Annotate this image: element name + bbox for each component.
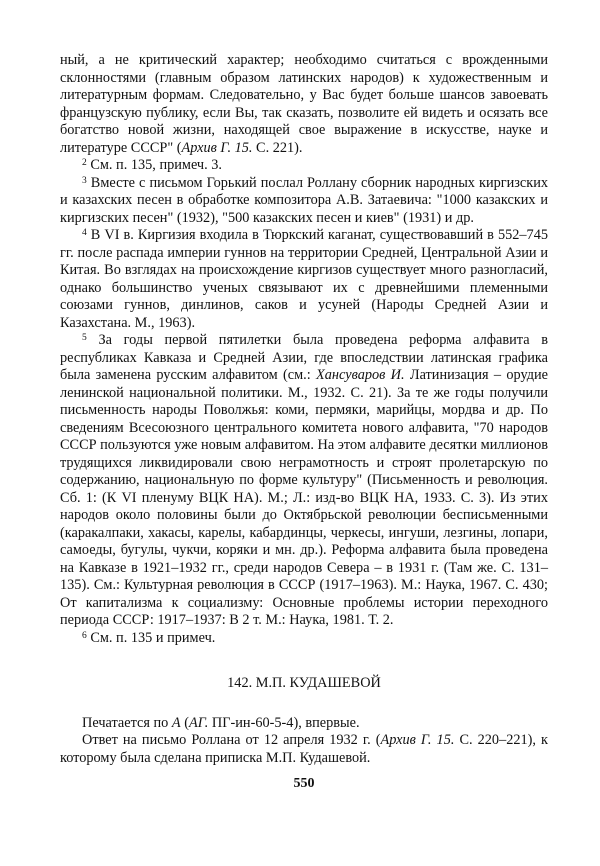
section-title: 142. М.П. КУДАШЕВОЙ (227, 675, 381, 691)
page-number: 550 (293, 776, 315, 791)
note-5: $^5$ За годы первой пятилетки была проведена реформа алфавита в республиках Кавказа и Средней Азии, где впоследствии латинская графика была заменена русским алфавитом (см.: Хансуваров И. Латинизация – орудие ленинской национальной политики. М., 1932. С. 21). За те же годы получили письменность народы Поволжья: коми, пермяки, марийцы, мордва и др. По сведениям Всесоюзного центрального комитета нового алфавита, "70 народов СССР пользуются уже новым алфавитом. На этом алфавите десятки миллионов трудящихся ликвидировали свою неграмотность и строят пролетарскую по содержанию, национальную по форме культуру" (Письменность и революция. Сб. 1: (К VI пленуму ВЦК НА). М.; Л.: изд-во ВЦК НА, 1933. С. 3). Из этих народов около половины были до Октябрьской революции бесписьменными (каракалпаки, хакасы, карелы, кабардинцы, черкесы, ингуши, лезгины, лопари, самоеды, бугулы, чукчи, коряки и мн. др.). Реформа алфавита была проведена на Кавказе в 1921–1932 гг., среди народов Севера – в 1931 г. (Там же. С. 131–135). См.: Культурная революция в СССР (1917–1963). М.: Наука, 1967. С. 430; От капитализма к социализму: Основные проблемы истории переходного периода СССР: 1917–1937: В 2 т. М.: Наука, 1981. Т. 2. (60, 332, 548, 628)
note-3: $^3$ Вместе с письмом Горький послал Роллану сборник народных киргизских и казахских песен в обработке композитора А.В. Затаевича: "1000 казакских и киргизских песен" (1932), "500 казакских песен и киев" (1931) и др. (60, 174, 548, 226)
letter-continuation: ный, а не критический характер; необходимо считаться с врожденными склонностями (главным образом латинских народов) к художественным и литературным формам. Следовательно, у Вас будет больше шансов завоевать французскую публику, если Вы, так сказать, позволите ей видеть и осязать все богатство новой жизни, находящей свое выражение в искусстве, науке и литературе СССР" (Архив Г. 15. С. 221). (60, 52, 548, 156)
publication-note: Печатается по А (АГ. ПГ-ин-60-5-4), впервые. (82, 714, 360, 731)
notes-block (60, 52, 548, 793)
note-6: $^6$ См. п. 135 и примеч. (82, 629, 216, 646)
reply-note: Ответ на письмо Роллана от 12 апреля 1932 г. (Архив Г. 15. С. 220–221), к которому была сделана приписка М.П. Кудашевой. (60, 732, 549, 766)
note-2: $^2$ См. п. 135, примеч. 3. (82, 157, 222, 173)
note-4: $^4$ В VI в. Киргизия входила в Тюркский каганат, существовавший в 552–745 гг. после распада империи гуннов на территории Средней, Центральной Азии и Китая. Во взглядах на происхождение киргизов существует много разногласий, однако большинство ученых связывают их с древнейшими племенными союзами гуннов, динлинов, саков и усуней (Народы Средней Азии и Казахстана. М., 1963). (60, 227, 548, 331)
